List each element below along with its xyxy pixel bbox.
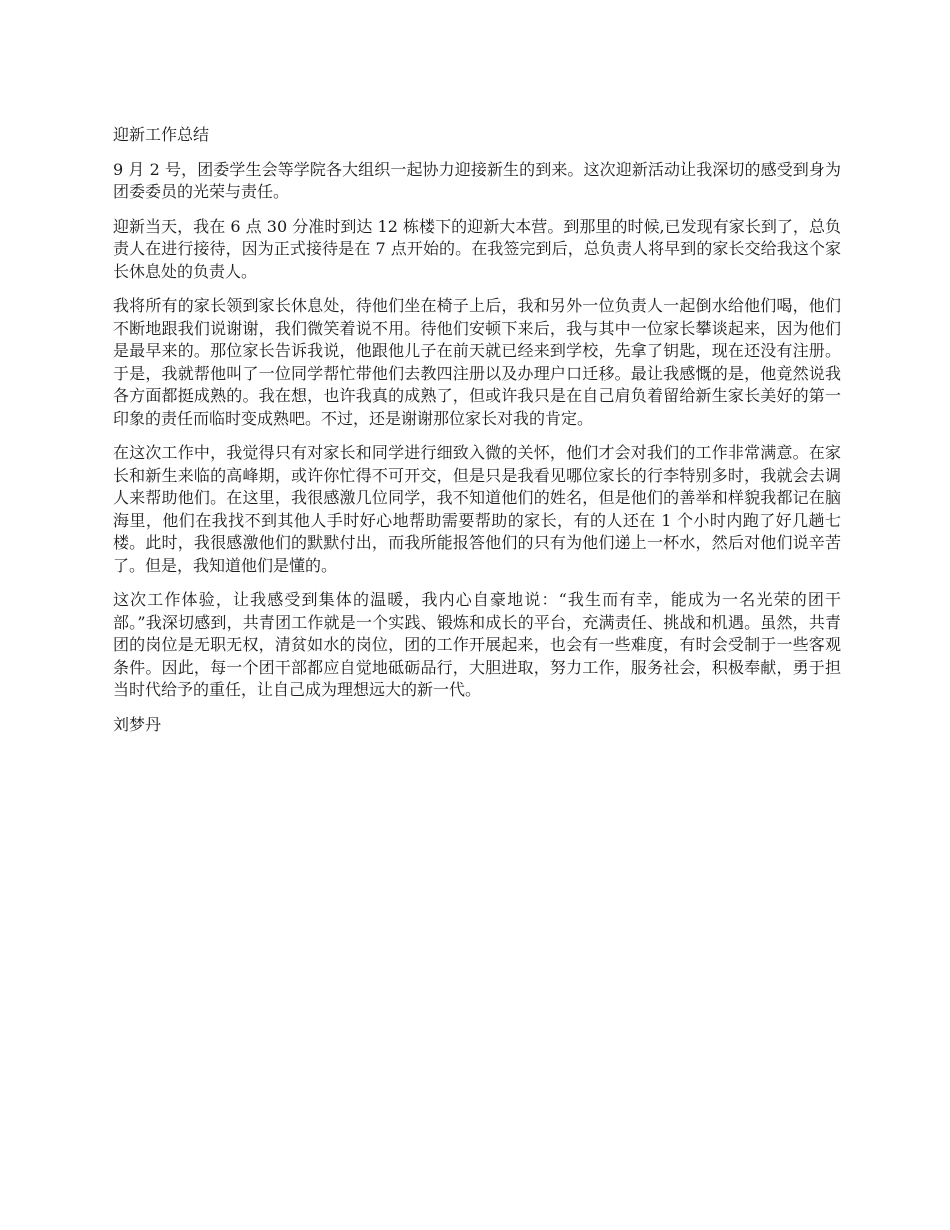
- paragraph-2: 迎新当天，我在 6 点 30 分准时到达 12 栋楼下的迎新大本营。到那里的时候,已发现有家长到了，总负责人在进行接待，因为正式接待是在 7 点开始的。在我签完到后，总负责人将早到的家长交给我这个家长休息处的负责人。: [113, 216, 841, 281]
- paragraph-4: 在这次工作中，我觉得只有对家长和同学进行细致入微的关怀，他们才会对我们的工作非常满意。在家长和新生来临的高峰期，或许你忙得不可开交，但是只是我看见哪位家长的行李特别多时，我就会去调人来帮助他们。在这里，我很感激几位同学，我不知道他们的姓名，但是他们的善举和样貌我都记在脑海里，他们在我找不到其他人手时好心地帮助需要帮助的家长，有的人还在 1 个小时内跑了好几趟七楼。此时，我很感激他们的默默付出，而我所能报答他们的只有为他们递上一杯水，然后对他们说辛苦了。但是，我知道他们是懂的。: [113, 443, 841, 575]
- signature: 刘梦丹: [113, 714, 162, 734]
- paragraph-3: 我将所有的家长领到家长休息处，待他们坐在椅子上后，我和另外一位负责人一起倒水给他们喝，他们不断地跟我们说谢谢，我们微笑着说不用。待他们安顿下来后，我与其中一位家长攀谈起来，因为他们是最早来的。那位家长告诉我说，他跟他儿子在前天就已经来到学校，先拿了钥匙，现在还没有注册。于是，我就帮他叫了一位同学帮忙带他们去教四注册以及办理户口迁移。最让我感慨的是，他竟然说我各方面都挺成熟的。我在想，也许我真的成熟了，但或许我只是在自己肩负着留给新生家长美好的第一印象的责任而临时变成熟吧。不过，还是谢谢那位家长对我的肯定。: [113, 296, 841, 428]
- document-title: 迎新工作总结: [113, 125, 210, 144]
- paragraph-1: 9 月 2 号，团委学生会等学院各大组织一起协力迎接新生的到来。这次迎新活动让我深切的感受到身为团委委员的光荣与责任。: [113, 159, 841, 201]
- document-page: [113, 124, 841, 748]
- paragraph-5: 这次工作体验，让我感受到集体的温暖，我内心自豪地说：“我生而有幸，能成为一名光荣的团干部。”我深切感到，共青团工作就是一个实践、锻炼和成长的平台，充满责任、挑战和机遇。虽然，共青团的岗位是无职无权，清贫如水的岗位，团的工作开展起来，也会有一些难度，有时会受制于一些客观条件。因此，每一个团干部都应自觉地砥砺品行，大胆进取，努力工作，服务社会，积极奉献，勇于担当时代给予的重任，让自己成为理想远大的新一代。: [113, 590, 841, 699]
